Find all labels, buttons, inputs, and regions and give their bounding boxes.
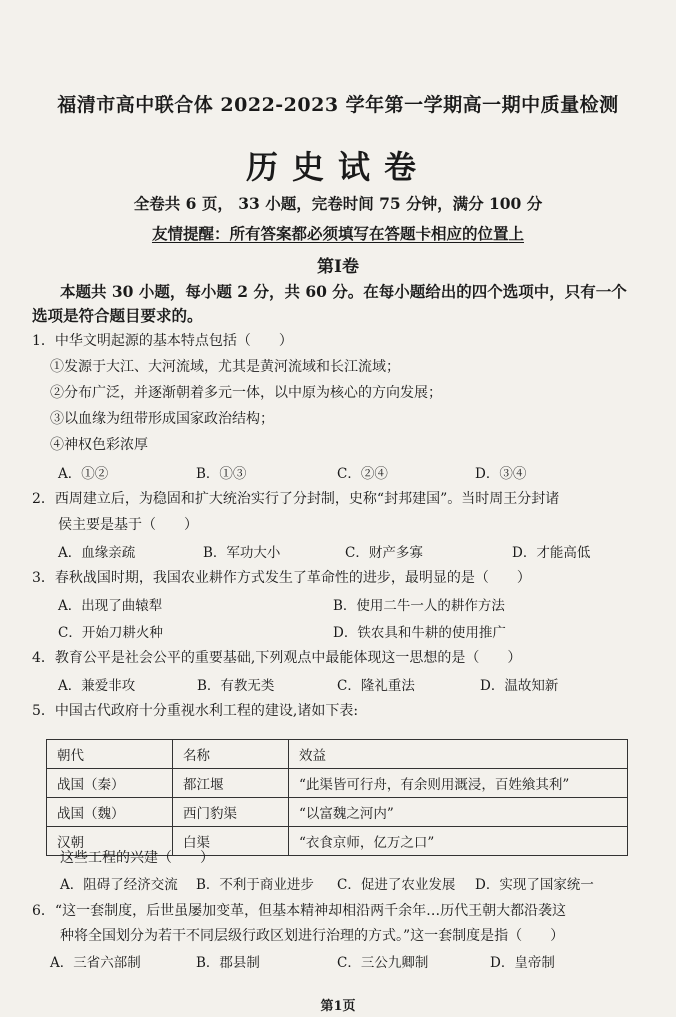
table-cell: “此渠皆可行舟，有余则用溉浸，百姓飨其利” xyxy=(289,769,628,798)
question-5-stem: 5．中国古代政府十分重视水利工程的建设,诸如下表: xyxy=(32,703,359,719)
question-5-option-c: C．促进了农业发展 xyxy=(337,877,456,893)
question-3-option-d: D．铁农具和牛耕的使用推广 xyxy=(333,625,506,641)
table-row xyxy=(47,769,628,798)
question-2-option-a: A．血缘亲疏 xyxy=(58,545,136,561)
question-5-option-a: A．阻碍了经济交流 xyxy=(60,877,178,893)
volume-label: 第Ⅰ卷 xyxy=(317,257,359,277)
table-cell: 战国（秦） xyxy=(47,769,173,798)
table-cell: “以富魏之河内” xyxy=(289,798,628,827)
question-5-option-b: B．不利于商业进步 xyxy=(196,877,314,893)
exam-meta: 全卷共 6 页， 33 小题，完卷时间 75 分钟，满分 100 分 xyxy=(133,194,543,213)
question-1-option-d: D．③④ xyxy=(475,466,527,482)
question-6-stem: 6．“这一套制度，后世虽屡加变革，但基本精神却相沿两千余年…历代王朝大都沿袭这 xyxy=(32,903,567,919)
question-3-stem: 3．春秋战国时期，我国农业耕作方式发生了革命性的进步，最明显的是（ ） xyxy=(32,570,531,586)
question-1-option-a: A．①② xyxy=(58,466,109,482)
table-cell: 白渠 xyxy=(173,827,289,856)
question-3-option-a: A．出现了曲辕犁 xyxy=(58,598,163,614)
table-header-cell: 朝代 xyxy=(47,740,173,769)
question-2-option-d: D．才能高低 xyxy=(512,545,591,561)
table-header-cell: 效益 xyxy=(289,740,628,769)
question-2-stem-cont: 侯主要是基于（ ） xyxy=(58,517,198,533)
question-2-option-c: C．财产多寡 xyxy=(345,545,423,561)
question-4-stem: 4．教育公平是社会公平的重要基础,下列观点中最能体现这一思想的是（ ） xyxy=(32,650,522,666)
question-4-option-c: C．隆礼重法 xyxy=(337,678,415,694)
page-number: 第1页 xyxy=(320,999,356,1014)
table-cell: “衣食京师，亿万之口” xyxy=(289,827,628,856)
question-1-option-b: B．①③ xyxy=(196,466,247,482)
table-header-cell: 名称 xyxy=(173,740,289,769)
question-6-option-c: C．三公九卿制 xyxy=(337,955,429,971)
question-1-stem: 1．中华文明起源的基本特点包括（ ） xyxy=(32,333,293,349)
question-2-option-b: B．军功大小 xyxy=(203,545,281,561)
table-header-row xyxy=(47,740,628,769)
question-4-option-b: B．有教无类 xyxy=(197,678,275,694)
table-row xyxy=(47,798,628,827)
water-projects-table xyxy=(46,739,628,856)
question-1-statement: ③以血缘为纽带形成国家政治结构； xyxy=(50,411,274,427)
question-1-statement: ①发源于大江、大河流域，尤其是黄河流域和长江流域； xyxy=(50,359,400,375)
answer-notice-text: 友情提醒：所有答案都必须填写在答题卡相应的位置上 xyxy=(151,224,524,243)
question-6-stem-cont: 种将全国划分为若干不同层级行政区划进行治理的方式。”这一套制度是指（ ） xyxy=(60,928,565,944)
question-4-option-a: A．兼爱非攻 xyxy=(58,678,136,694)
question-1-statement: ②分布广泛，并逐渐朝着多元一体，以中原为核心的方向发展； xyxy=(50,385,442,401)
question-6-option-b: B．郡县制 xyxy=(196,955,260,971)
question-1-option-c: C．②④ xyxy=(337,466,388,482)
subject-title: 历史试卷 xyxy=(245,148,430,186)
question-2-stem: 2．西周建立后，为稳固和扩大统治实行了分封制，史称“封邦建国”。当时周王分封诸 xyxy=(32,491,560,507)
table-cell: 西门豹渠 xyxy=(173,798,289,827)
question-3-option-c: C．开始刀耕火种 xyxy=(58,625,163,641)
exam-title: 福清市高中联合体 2022-2023 学年第一学期高一期中质量检测 xyxy=(57,94,619,116)
answer-notice xyxy=(0,222,676,244)
question-5-option-d: D．实现了国家统一 xyxy=(475,877,594,893)
table-cell: 战国（魏） xyxy=(47,798,173,827)
question-4-option-d: D．温故知新 xyxy=(480,678,559,694)
table-cell: 都江堰 xyxy=(173,769,289,798)
table-cell: 汉朝 xyxy=(47,827,173,856)
section-instructions: 本题共 30 小题，每小题 2 分，共 60 分。在每小题给出的四个选项中，只有一个选项是符合题目要求的。 xyxy=(32,282,627,325)
question-1-statement: ④神权色彩浓厚 xyxy=(50,437,148,453)
question-6-option-d: D．皇帝制 xyxy=(490,955,555,971)
question-3-option-b: B．使用二牛一人的耕作方法 xyxy=(333,598,505,614)
question-5-follow-up: 这些工程的兴建（ ） xyxy=(60,850,214,866)
question-6-option-a: A．三省六部制 xyxy=(50,955,141,971)
